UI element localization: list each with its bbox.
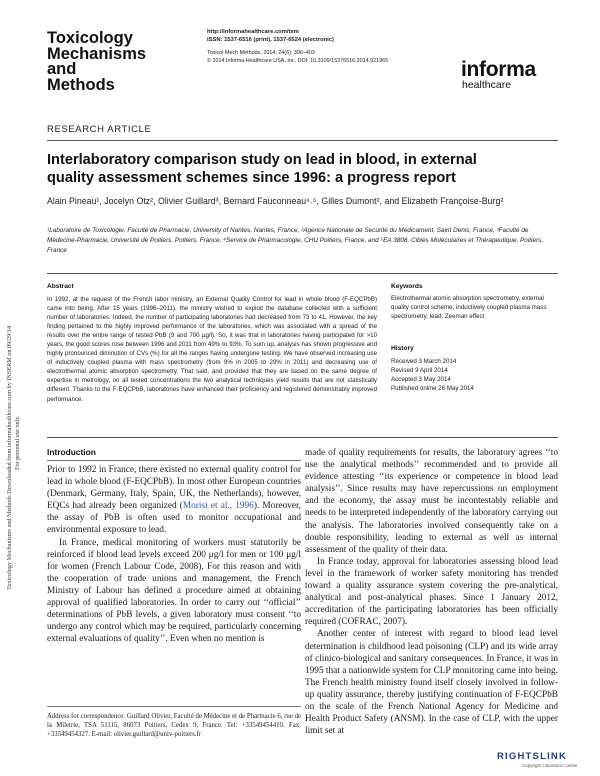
copyright-doi: © 2014 Informa Healthcare USA, Inc. DOI: 10.3109/15376516.2014.921965 xyxy=(207,57,389,64)
history-published: Published online 26 May 2014 xyxy=(391,385,474,392)
abstract-text: In 1992, at the request of the French labor ministry, an External Quality Control for lead in whole blood (F-EQCPbB) came into being. After 15 years (1996–2011), the ministry wished to exploit the database collected with a sufficient number of laboratories. Indeed, the number of participating laboratories had decreased from 73 to 41. However, the key finding pertained to the highly improved performance of the laboratories, which was associated with a spread of the results over the entire range of tested PbB (9 and 700 μg/l). So, it was that in laboratories having participated for >10 years, the good scores rose between 1996 and 2011 from 49% to 93%. To sum up, analysis has shown progressive and highly pronounced diminution of CVs (%) for all the ranges having undergone testing. We have observed increasing use of inductively coupled plasma with mass spectrometry (from 9% in 2005 to 29% in 2011) and decreasing use of electrothermal atomic absorption spectrometry. That said, and provided that they are based on the same degree of expertise in metrology, on all tested concentrations the two analytical techniques yield results that are not statistically different. Thanks to the F-EQCPbB, laboratories have enhanced their proficiency and registered demonstrably improved performance. xyxy=(47,296,377,403)
journal-title xyxy=(47,31,157,93)
intro-paragraph-2: In France, medical monitoring of workers must statutorily be reinforced if blood lead levels exceed 200 μg/l for men or 100 μg/l for women (French Labour Code, 2008). For this reason and with the cooperation of trade unions and management, the French Ministry of Labour has defined a procedure aimed at obtaining approval of qualified laboratories. In order to carry out ‘‘official’’ determinations of PbB levels, a given laboratory must consent ‘‘to undergo any control which may be required, particularly concerning external evaluations of quality’’. Even when no mention is xyxy=(47,537,301,645)
intro-paragraph-1: Prior to 1992 in France, there existed no external quality control for lead in whole blood (F-EQCPbB). In most other European countries (Denmark, Germany, Italy, Spain, UK, the Netherlands), however, EQCs had already been organized (Morisi et al., 1996). Moreover, the assay of PbB is often used to monitor occupational and environmental exposure to lead. xyxy=(47,465,301,536)
authors: Alain Pineau¹, Jocelyn Otz², Olivier Guillard³, Bernard Fauconneau⁴˒⁵, Gilles Dumont², and Elizabeth Françoise-Burg² xyxy=(47,196,504,206)
abstract-top-divider xyxy=(47,273,558,274)
history-accepted: Accepted 3 May 2014 xyxy=(391,376,451,383)
journal-title-line-1: Toxicology xyxy=(47,29,133,47)
introduction-heading: Introduction xyxy=(47,447,96,457)
right-column xyxy=(305,447,558,737)
right-paragraph-2: In France today, approval for laboratories assessing blood lead level in the framework of worker safety monitoring has trended toward a quality assurance system covering the pre-analytical, analytical and post-analytical phases. Since 1 January 2012, accreditation of the participating laboratories has been officially required (COFRAC, 2007). xyxy=(305,556,558,628)
side-note-line-2: For personal use only. xyxy=(14,415,21,470)
header-meta xyxy=(207,29,427,65)
publisher-logo xyxy=(461,60,536,91)
introduction-rule xyxy=(47,460,301,461)
keywords-heading: Keywords xyxy=(391,283,423,290)
affiliations: ¹Laboratoire de Toxicologie, Faculté de Pharmacie, University of Nantes, Nantes, France, ²Agence Nationale de Securité du Médicament, Saint Denis, France, ³Faculté de Médecine-Pharmacie, Université de Poitiers, Poitiers, France, ⁴Service de Pharmacologie, CHU Poitiers, France, and ⁵EA 3808, Cibles Moléculaires et Thérapeutique, Poitiers, France xyxy=(47,227,544,255)
history-list xyxy=(391,357,558,393)
history-heading: History xyxy=(391,345,414,352)
article-title: Interlaboratory comparison study on lead in blood, in external quality assessment schemes since 1996: a progress report xyxy=(47,152,477,186)
journal-title-line-2: Mechanisms xyxy=(47,44,147,63)
issn: ISSN: 1537-6516 (print), 1537-6524 (electronic) xyxy=(207,36,334,43)
left-column xyxy=(47,464,301,645)
download-side-note xyxy=(6,210,21,590)
right-paragraph-1: made of quality requirements for results, the laboratory agrees ‘‘to use the analytical methods’’ recommended and to provide all evidence attesting ‘‘its experience or competence in blood lead analysis’’. Since results may have repercussions on employment and the economy, the assay must be incontestably reliable and needs to be interpreted independently of the laboratory carrying out the analysis. The laboratories involved consequently take on a double responsibility, leading to external as well as internal assessment of the quality of their data. xyxy=(305,448,558,555)
journal-url[interactable]: http://informahealthcare.com/txm xyxy=(207,29,299,35)
publisher-name: informa xyxy=(461,58,536,81)
rightslink-sub: Copyright Clearance Center xyxy=(522,763,578,768)
section-divider xyxy=(47,140,558,141)
journal-title-line-3: and xyxy=(47,60,77,78)
history-revised: Revised 9 April 2014 xyxy=(391,367,448,374)
rightslink-logo[interactable]: RIGHTSLINK xyxy=(497,751,568,762)
right-paragraph-3: Another center of interest with regard to blood lead level determination is childhood lead poisoning (CLP) and its wide array of clinico-biological and sanitary consequences. In France, it was in 1995 that a nationwide system for CLP monitoring came into being. The French health ministry found itself closely involved in follow-up quality assurance, thereby justifying continuation of F-EQCPbB on the scale of the French National Agency for Medicine and Health Product Safety (ANSM). In the case of CLP, with the upper limit set at xyxy=(305,629,558,737)
section-label: RESEARCH ARTICLE xyxy=(47,124,152,135)
abstract-bottom-divider xyxy=(47,437,558,438)
abstract-heading: Abstract xyxy=(47,283,74,290)
side-note-line-1: Toxicology Mechanisms and Methods Downloaded from informahealthcare.com by INSERM on 09/29/14 xyxy=(6,325,13,590)
footnote-rule xyxy=(47,706,301,707)
publisher-sub: healthcare xyxy=(462,79,512,91)
history-received: Received 3 March 2014 xyxy=(391,358,457,365)
correspondence-footnote: Address for correspondence: Guillard Olivier, Faculté de Médecine et de Pharmacie 6, rue de la Miletrie, TSA 51115, 86073 Poitiers, Cedex 9, France. Tel: +33549454410. Fax: +33549454327. E-mail: olivier.guillard@univ-poitiers.fr xyxy=(47,713,301,739)
journal-title-line-4: Methods xyxy=(47,75,115,94)
citation: Toxicol Mech Methods, 2014; 24(6): 396–403 xyxy=(207,50,315,57)
keywords-text: Electrothermal atomic absorption spectrometry, external quality control scheme, inductively coupled plasma mass spectrometry, lead, Zeeman effect xyxy=(391,295,547,320)
reference-link[interactable]: Morisi et al., 1996 xyxy=(182,501,254,512)
